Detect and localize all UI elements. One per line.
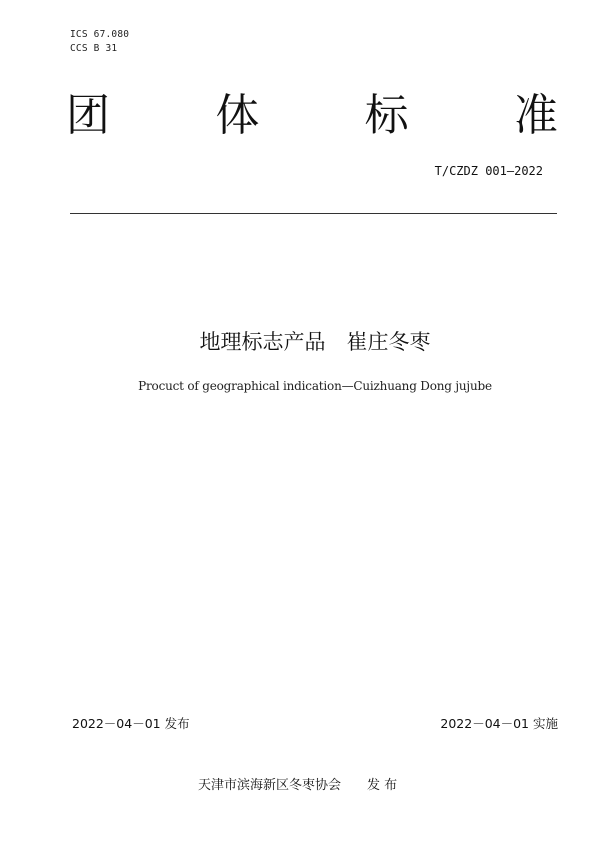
issue-date: 2022－04－01 发布 xyxy=(72,716,190,731)
standard-type-heading xyxy=(66,90,558,142)
publisher: 天津市滨海新区冬枣协会 发 布 xyxy=(198,778,398,793)
ics-code: ICS 67.080 xyxy=(70,29,130,40)
standard-number: T/CZDZ 001—2022 xyxy=(434,164,543,178)
standard-type-char: 团 xyxy=(66,90,110,141)
document-title-chinese: 地理标志产品 崔庄冬枣 xyxy=(199,330,431,354)
header-divider xyxy=(70,213,557,214)
implementation-date: 2022－04－01 实施 xyxy=(440,716,558,731)
ccs-code: CCS B 31 xyxy=(70,43,118,54)
standard-type-char: 体 xyxy=(215,90,260,141)
standard-type-char: 准 xyxy=(513,90,558,141)
standard-type-char: 标 xyxy=(364,90,409,141)
document-title-english: Procuct of geographical indication—Cuizhuang Dong jujube xyxy=(138,379,492,393)
classification-codes xyxy=(70,28,129,56)
